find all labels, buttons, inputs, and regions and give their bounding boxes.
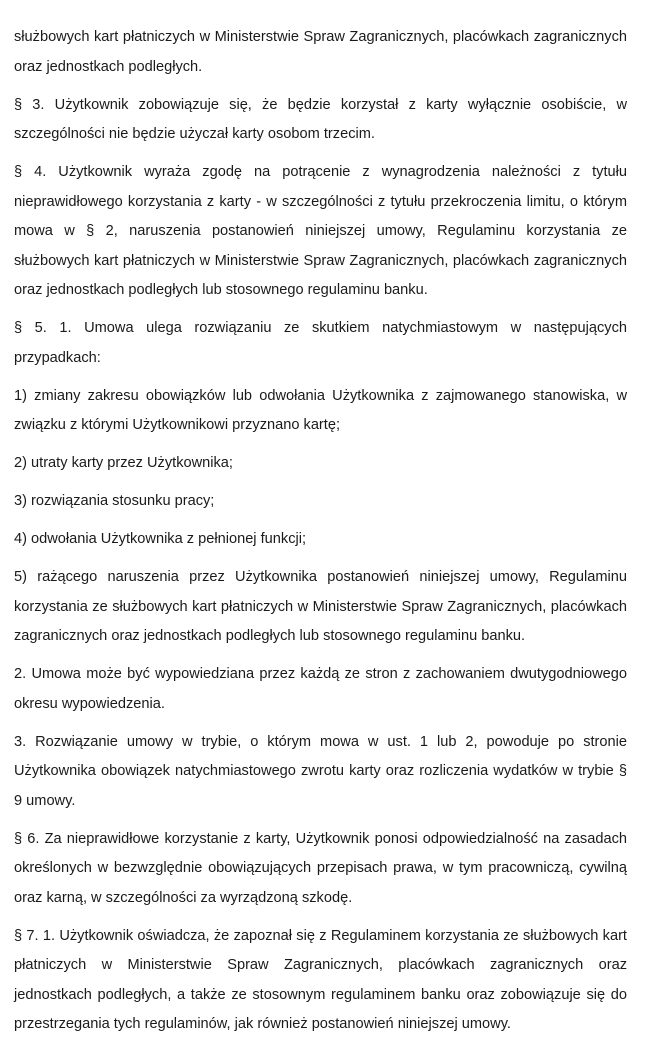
list-item-5-1-point-3: 3) rozwiązania stosunku pracy; xyxy=(14,493,215,509)
paragraph-continuation: służbowych kart płatniczych w Ministerstwie Spraw Zagranicznych, placówkach zagranicznych oraz jednostkach podległych. xyxy=(14,29,627,75)
list-item-5-1-point-2: 2) utraty karty przez Użytkownika; xyxy=(14,455,233,471)
paragraph-section-7-1: § 7. 1. Użytkownik oświadcza, że zapoznał się z Regulaminem korzystania ze służbowych kart płatniczych w Ministerstwie Spraw Zagranicznych, placówkach zagranicznych oraz jednostkach podległych, a także ze stosownym regulaminem banku oraz zobowiązuje się do przestrzegania tych regulaminów, jak również postanowień niniejszej umowy. xyxy=(14,927,627,1032)
list-item-5-1-point-4: 4) odwołania Użytkownika z pełnionej funkcji; xyxy=(14,531,307,547)
paragraph-section-6: § 6. Za nieprawidłowe korzystanie z karty, Użytkownik ponosi odpowiedzialność na zasadach określonych w bezwzględnie obowiązujących przepisach prawa, w tym pracowniczą, cywilną oraz karną, w szczególności za wyrządzoną szkodę. xyxy=(14,830,627,906)
list-item-5-1-point-5: 5) rażącego naruszenia przez Użytkownika postanowień niniejszej umowy, Regulaminu korzystania ze służbowych kart płatniczych w Ministerstwie Spraw Zagranicznych, placówkach zagranicznych oraz jednostkach podległych lub stosownego regulaminu banku. xyxy=(14,569,627,644)
paragraph-section-3: § 3. Użytkownik zobowiązuje się, że będzie korzystał z karty wyłącznie osobiście, w szczególności nie będzie użyczał karty osobom trzecim. xyxy=(14,96,627,142)
document-page xyxy=(14,0,627,1048)
paragraph-section-4: § 4. Użytkownik wyraża zgodę na potrącenie z wynagrodzenia należności z tytułu nieprawidłowego korzystania z karty - w szczególności z tytułu przekroczenia limitu, o którym mowa w § 2, naruszenia postanowień niniejszej umowy, Regulaminu korzystania ze służbowych kart płatniczych w Ministerstwie Spraw Zagranicznych, placówkach zagranicznych oraz jednostkach podległych lub stosownego regulaminu banku. xyxy=(14,164,627,298)
paragraph-section-5-2: 2. Umowa może być wypowiedziana przez każdą ze stron z zachowaniem dwutygodniowego okresu wypowiedzenia. xyxy=(14,666,627,712)
list-item-5-1-point-1: 1) zmiany zakresu obowiązków lub odwołania Użytkownika z zajmowanego stanowiska, w związku z którymi Użytkownikowi przyznano kartę; xyxy=(14,387,627,433)
paragraph-section-5-3: 3. Rozwiązanie umowy w trybie, o którym mowa w ust. 1 lub 2, powoduje po stronie Użytkownika obowiązek natychmiastowego zwrotu karty oraz rozliczenia wydatków w trybie § 9 umowy. xyxy=(14,733,627,809)
paragraph-section-5-1: § 5. 1. Umowa ulega rozwiązaniu ze skutkiem natychmiastowym w następujących przypadkach: xyxy=(14,320,627,366)
